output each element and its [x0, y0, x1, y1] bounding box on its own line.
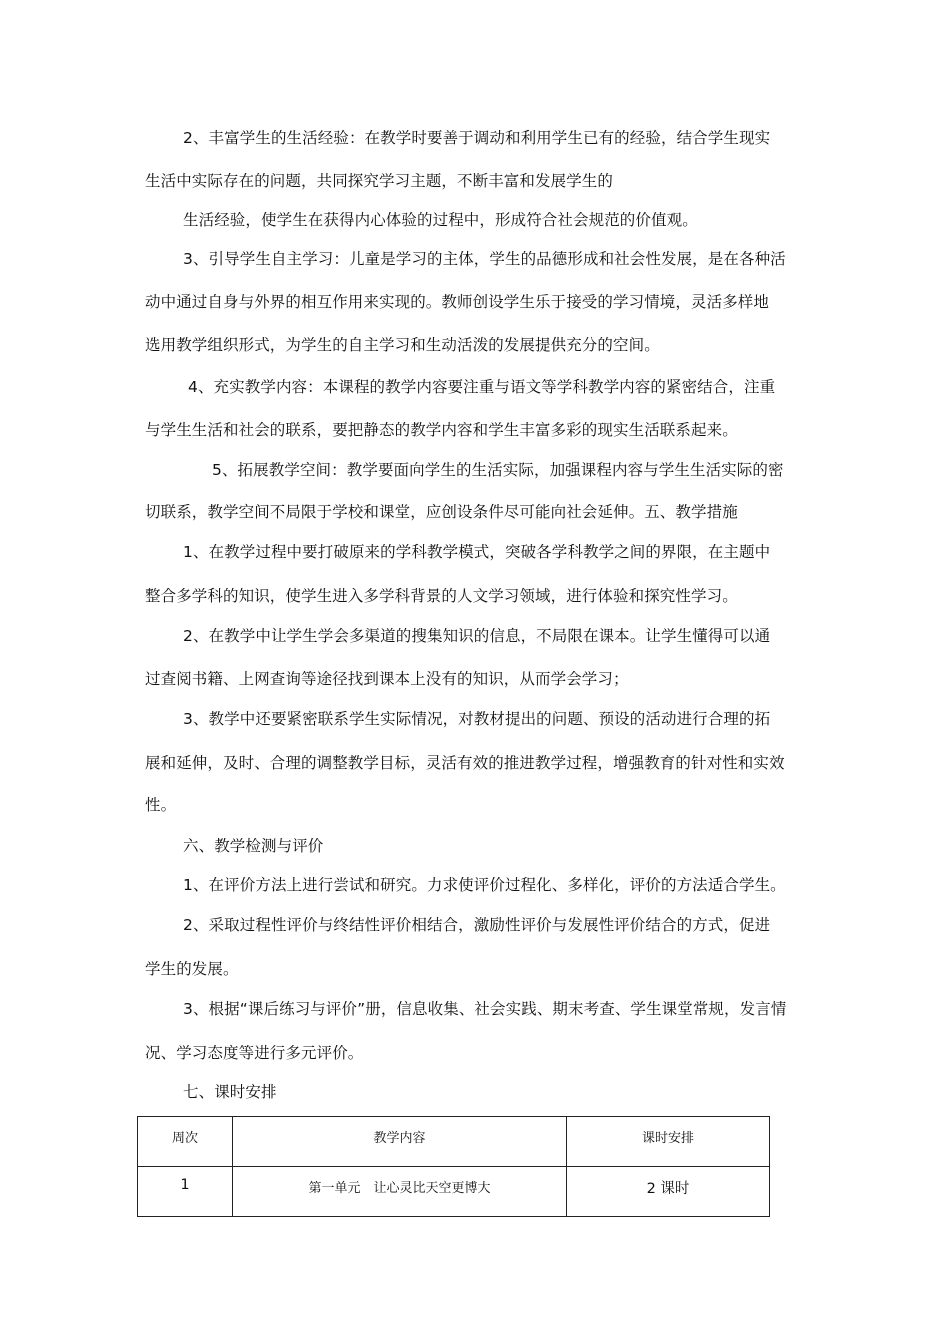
paragraph-line: 况、学习态度等进行多元评价。	[145, 1044, 364, 1062]
schedule-table	[137, 1116, 770, 1217]
paragraph-line: 选用教学组织形式，为学生的自主学习和生动活泼的发展提供充分的空间。	[145, 336, 660, 354]
header-week: 周次	[138, 1117, 233, 1167]
paragraph-line: 1、在教学过程中要打破原来的学科教学模式，突破各学科教学之间的界限，在主题中	[183, 543, 771, 561]
paragraph-line: 生活经验，使学生在获得内心体验的过程中，形成符合社会规范的价值观。	[183, 211, 698, 229]
paragraph-line: 生活中实际存在的问题，共同探究学习主题，不断丰富和发展学生的	[145, 172, 614, 190]
paragraph-line: 1、在评价方法上进行尝试和研究。力求使评价过程化、多样化，评价的方法适合学生。	[183, 876, 786, 894]
paragraph-line: 3、引导学生自主学习：儿童是学习的主体，学生的品德形成和社会性发展，是在各种活	[183, 250, 786, 268]
cell-hours: 2 课时	[567, 1167, 770, 1217]
cell-week: 1	[138, 1167, 233, 1217]
paragraph-line: 5、拓展教学空间：教学要面向学生的生活实际，加强课程内容与学生生活实际的密	[212, 461, 784, 479]
section-heading: 六、教学检测与评价	[183, 837, 324, 855]
header-hours: 课时安排	[567, 1117, 770, 1167]
paragraph-line: 与学生生活和社会的联系，要把静态的教学内容和学生丰富多彩的现实生活联系起来。	[145, 421, 738, 439]
paragraph-line: 3、教学中还要紧密联系学生实际情况，对教材提出的问题、预设的活动进行合理的拓	[183, 710, 771, 728]
paragraph-line: 展和延伸，及时、合理的调整教学目标，灵活有效的推进教学过程，增强教育的针对性和实效	[145, 754, 785, 772]
table-header-row	[138, 1117, 770, 1167]
cell-content: 第一单元 让心灵比天空更博大	[233, 1167, 567, 1217]
paragraph-line: 2、采取过程性评价与终结性评价相结合，激励性评价与发展性评价结合的方式，促进	[183, 916, 771, 934]
paragraph-line: 4、充实教学内容：本课程的教学内容要注重与语文等学科教学内容的紧密结合，注重	[188, 378, 776, 396]
paragraph-line: 动中通过自身与外界的相互作用来实现的。教师创设学生乐于接受的学习情境，灵活多样地	[145, 293, 770, 311]
paragraph-line: 性。	[145, 796, 177, 814]
paragraph-line: 过查阅书籍、上网查询等途径找到课本上没有的知识，从而学会学习；	[145, 670, 629, 688]
section-heading: 七、课时安排	[183, 1083, 277, 1101]
paragraph-line: 学生的发展。	[145, 960, 239, 978]
header-content: 教学内容	[233, 1117, 567, 1167]
table-row	[138, 1167, 770, 1217]
paragraph-line: 整合多学科的知识，使学生进入多学科背景的人文学习领域，进行体验和探究性学习。	[145, 587, 738, 605]
paragraph-line: 2、丰富学生的生活经验：在教学时要善于调动和利用学生已有的经验，结合学生现实	[183, 129, 771, 147]
paragraph-line: 2、在教学中让学生学会多渠道的搜集知识的信息，不局限在课本。让学生懂得可以通	[183, 627, 771, 645]
paragraph-line: 切联系，教学空间不局限于学校和课堂，应创设条件尽可能向社会延伸。五、教学措施	[145, 503, 738, 521]
paragraph-line: 3、根据“课后练习与评价”册，信息收集、社会实践、期末考查、学生课堂常规，发言情	[183, 1000, 787, 1018]
